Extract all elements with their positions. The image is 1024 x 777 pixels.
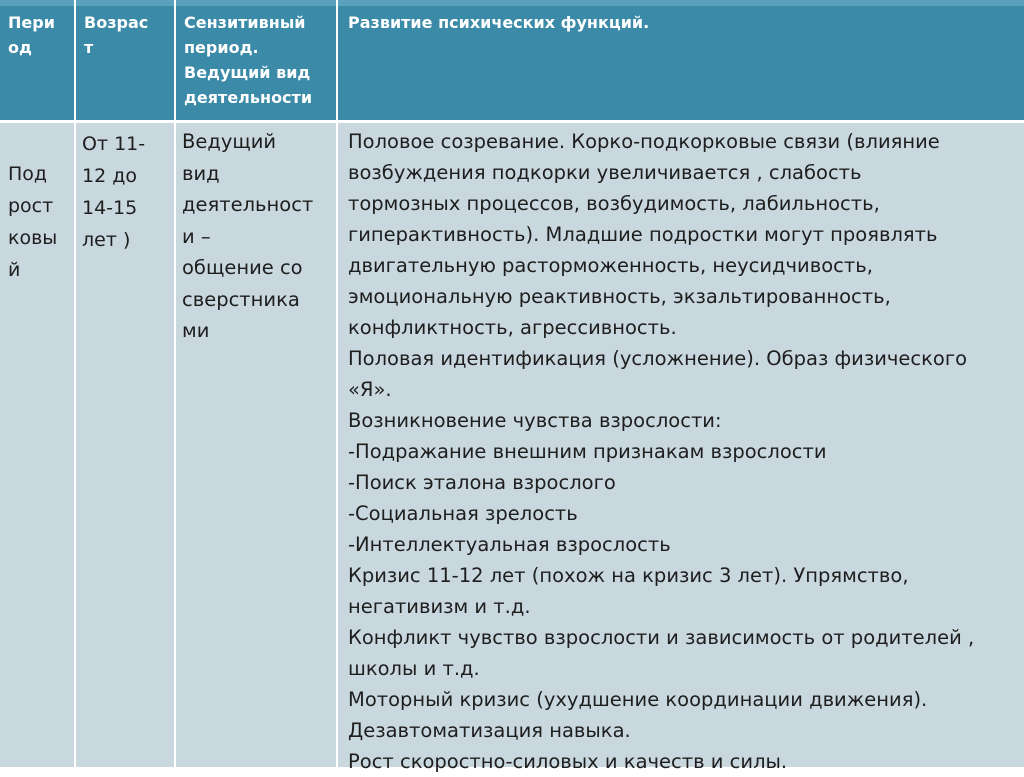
table-header	[0, 0, 1024, 123]
development-line: Рост скоростно-силовых и качеств и силы.	[348, 750, 788, 773]
header-period: Пери од	[8, 13, 55, 57]
development-line: гиперактивность). Младшие подростки могут проявлять	[348, 223, 938, 246]
header-age: Возрас т	[84, 13, 149, 57]
development-line: тормозных процессов, возбудимость, лабильность,	[348, 192, 880, 215]
column-divider	[174, 0, 176, 767]
development-line: Половое созревание. Корко-подкорковые связи (влияние	[348, 130, 940, 153]
column-divider	[336, 0, 338, 767]
development-line: возбуждения подкорки увеличивается , слабость	[348, 161, 862, 184]
development-line: -Социальная зрелость	[348, 502, 578, 525]
development-line: Кризис 11-12 лет (похож на кризис 3 лет). Упрямство,	[348, 564, 909, 587]
development-line: -Интеллектуальная взрослость	[348, 533, 671, 556]
row-development	[348, 126, 1024, 777]
header-sensitive-period: Сензитивный период. Ведущий вид деятельности	[184, 13, 313, 107]
development-line: Половая идентификация (усложнение). Образ физического	[348, 347, 968, 370]
development-line: -Подражание внешним признакам взрослости	[348, 440, 827, 463]
column-divider	[74, 0, 76, 767]
development-line: Возникновение чувства взрослости:	[348, 409, 722, 432]
development-line: Моторный кризис (ухудшение координации движения).	[348, 688, 928, 711]
row-leading-activity: Ведущий вид деятельност и – общение со сверстника ми	[182, 130, 314, 342]
development-line: двигательную расторможенность, неусидчивость,	[348, 254, 873, 277]
development-line: «Я».	[348, 378, 392, 401]
development-line: эмоциональную реактивность, экзальтированность,	[348, 285, 891, 308]
development-line: -Поиск эталона взрослого	[348, 471, 616, 494]
development-line: Дезавтоматизация навыка.	[348, 719, 631, 742]
row-period: Под рост ковы й	[8, 163, 58, 281]
header-development: Развитие психических функций.	[348, 13, 650, 32]
development-line: школы и т.д.	[348, 657, 480, 680]
development-line: конфликтность, агрессивность.	[348, 316, 677, 339]
development-line: Конфликт чувство взрослости и зависимость от родителей ,	[348, 626, 975, 649]
row-age: От 11- 12 до 14-15 лет )	[82, 133, 146, 251]
development-line: негативизм и т.д.	[348, 595, 531, 618]
